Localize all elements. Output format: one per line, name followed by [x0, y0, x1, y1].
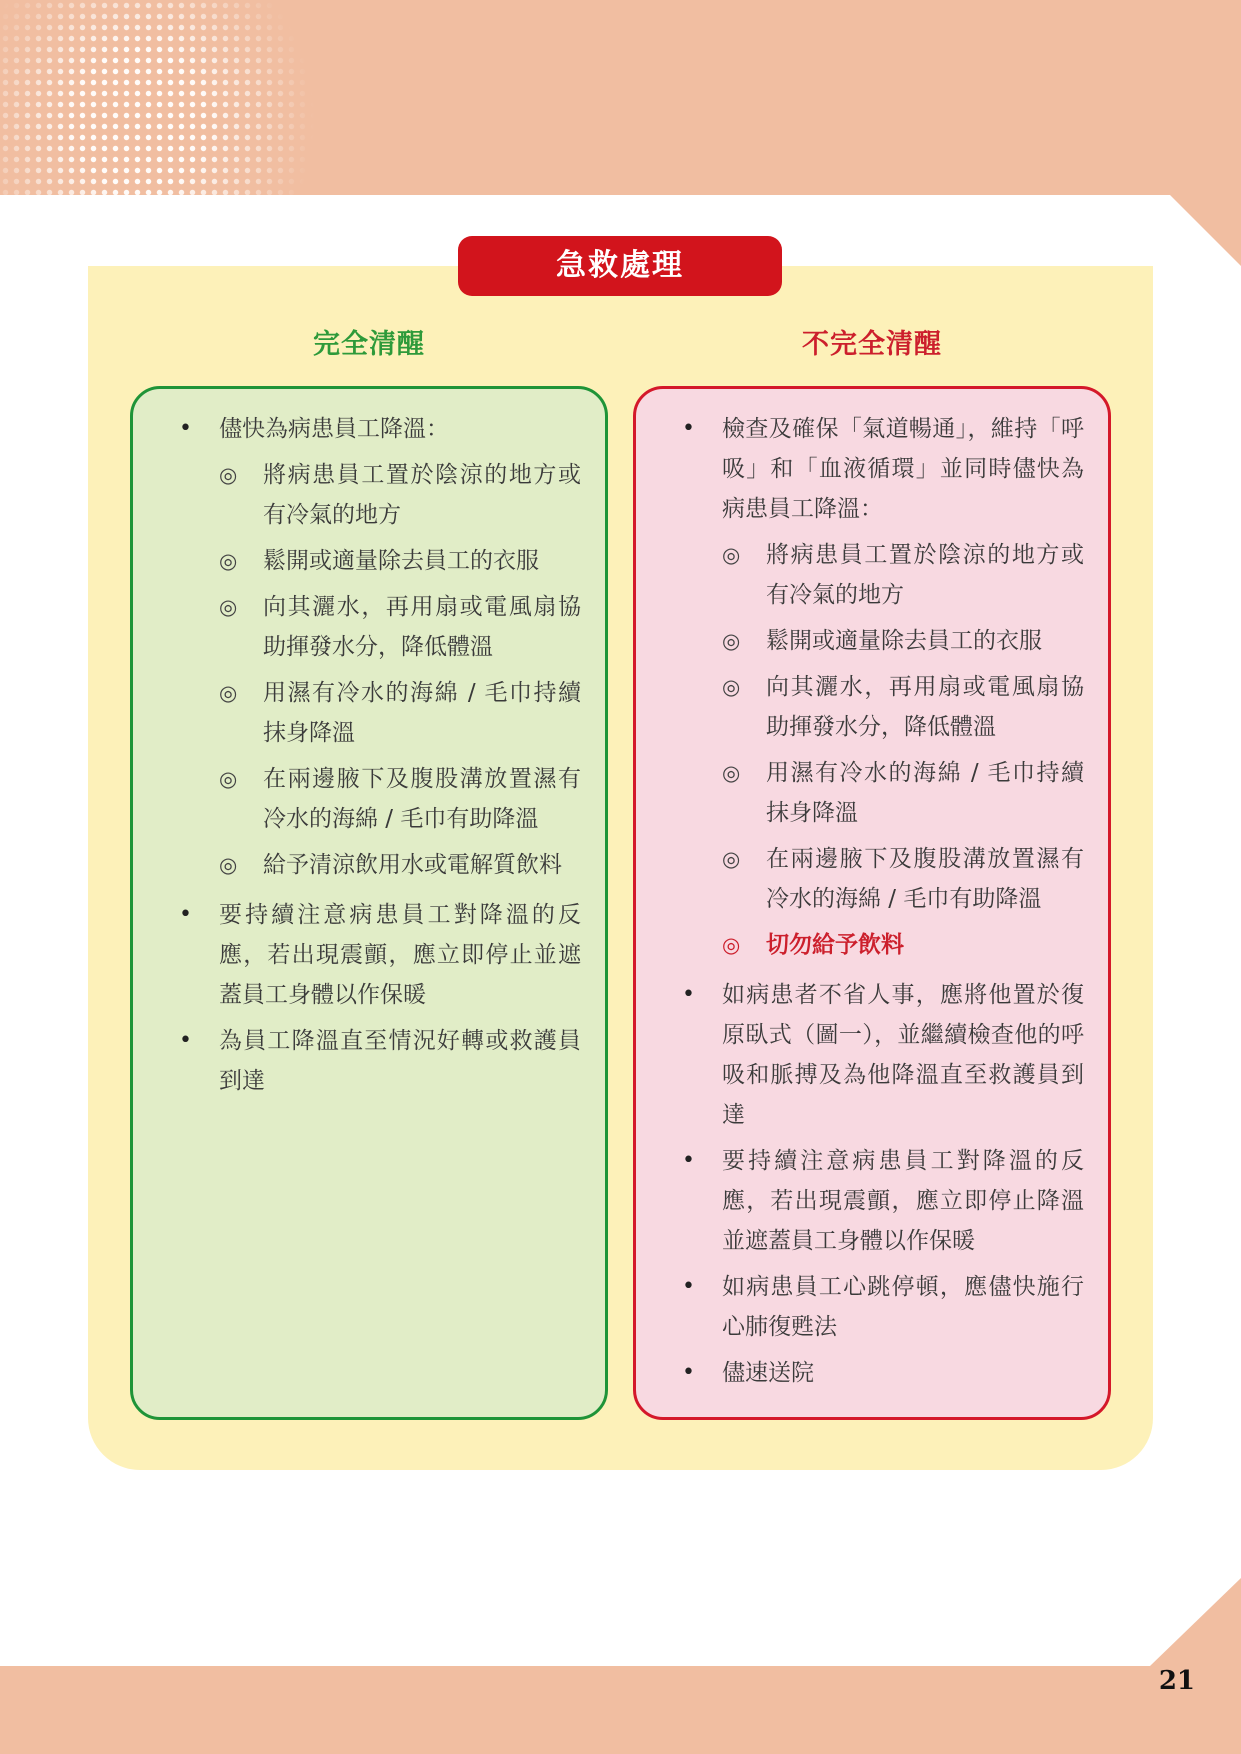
fully-conscious-box	[130, 386, 608, 1420]
double-circle-icon: ◎	[722, 933, 741, 957]
double-circle-icon: ◎	[219, 549, 238, 573]
bullet-icon: •	[179, 416, 192, 441]
not-fully-conscious-heading: 不完全清醒	[802, 329, 942, 360]
sub-list-item: ◎ 將病患員工置於陰涼的地方或有冷氣的地方	[219, 455, 581, 535]
list-item: • 要持續注意病患員工對降溫的反應，若出現震顫，應立即停止並遮蓋員工身體以作保暖	[179, 895, 581, 1015]
double-circle-icon: ◎	[722, 675, 741, 699]
double-circle-icon: ◎	[722, 847, 741, 871]
list-item: • 為員工降溫直至情況好轉或救護員到達	[179, 1021, 581, 1101]
bullet-icon: •	[179, 902, 192, 927]
page-title: 急救處理	[458, 236, 782, 296]
list-item: • 檢查及確保「氣道暢通」，維持「呼吸」和「血液循環」並同時儘快為病患員工降溫： ◎ 將病患員工置於陰涼的地方或有冷氣的地方 ◎ 鬆開或適量除去員工的衣服 ◎ 向其灑水，再用扇或電風扇協助揮發水分，降低體溫 ◎ 用濕有冷水的海綿 / 毛巾持續抹身降溫 ◎ 在兩邊腋下及腹股溝放置濕有冷水的海綿 / 毛巾有助降溫 ◎ 切勿給予飲料	[682, 409, 1084, 965]
list-item: • 儘快為病患員工降溫： ◎ 將病患員工置於陰涼的地方或有冷氣的地方 ◎ 鬆開或適量除去員工的衣服 ◎ 向其灑水，再用扇或電風扇協助揮發水分，降低體溫 ◎ 用濕有冷水的海綿 / 毛巾持續抹身降溫 ◎ 在兩邊腋下及腹股溝放置濕有冷水的海綿 / 毛巾有助降溫 ◎ 給予清涼飲用水或電解質飲料	[179, 409, 581, 885]
fully-conscious-heading: 完全清醒	[313, 329, 425, 360]
double-circle-icon: ◎	[722, 761, 741, 785]
list-item: • 儘速送院	[682, 1353, 1084, 1393]
list-item: • 要持續注意病患員工對降溫的反應，若出現震顫，應立即停止降溫並遮蓋員工身體以作保暖	[682, 1141, 1084, 1261]
double-circle-icon: ◎	[219, 595, 238, 619]
sub-list-item: ◎ 鬆開或適量除去員工的衣服	[722, 621, 1084, 661]
not-fully-conscious-box	[633, 386, 1111, 1420]
list-item: • 如病患員工心跳停頓，應儘快施行心肺復甦法	[682, 1267, 1084, 1347]
sub-list-item: ◎ 向其灑水，再用扇或電風扇協助揮發水分，降低體溫	[219, 587, 581, 667]
warning-sub-item: ◎ 切勿給予飲料	[722, 925, 1084, 965]
bullet-icon: •	[682, 416, 695, 441]
bullet-icon: •	[682, 1360, 695, 1385]
list-item: • 如病患者不省人事，應將他置於復原臥式（圖一），並繼續檢查他的呼吸和脈搏及為他降溫直至救護員到達	[682, 975, 1084, 1135]
bullet-icon: •	[682, 1148, 695, 1173]
bottom-band	[0, 1666, 1241, 1754]
bullet-icon: •	[682, 1274, 695, 1299]
sub-list-item: ◎ 向其灑水，再用扇或電風扇協助揮發水分，降低體溫	[722, 667, 1084, 747]
sub-list-item: ◎ 將病患員工置於陰涼的地方或有冷氣的地方	[722, 535, 1084, 615]
double-circle-icon: ◎	[722, 629, 741, 653]
sub-list-item: ◎ 在兩邊腋下及腹股溝放置濕有冷水的海綿 / 毛巾有助降溫	[219, 759, 581, 839]
sub-list-item: ◎ 用濕有冷水的海綿 / 毛巾持續抹身降溫	[722, 753, 1084, 833]
sub-list-item: ◎ 鬆開或適量除去員工的衣服	[219, 541, 581, 581]
double-circle-icon: ◎	[722, 543, 741, 567]
page-number: 21	[1158, 1666, 1195, 1696]
sub-list-item: ◎ 給予清涼飲用水或電解質飲料	[219, 845, 581, 885]
sub-list-item: ◎ 用濕有冷水的海綿 / 毛巾持續抹身降溫	[219, 673, 581, 753]
double-circle-icon: ◎	[219, 681, 238, 705]
double-circle-icon: ◎	[219, 853, 238, 877]
sub-list-item: ◎ 在兩邊腋下及腹股溝放置濕有冷水的海綿 / 毛巾有助降溫	[722, 839, 1084, 919]
bullet-icon: •	[179, 1028, 192, 1053]
double-circle-icon: ◎	[219, 463, 238, 487]
bullet-icon: •	[682, 982, 695, 1007]
double-circle-icon: ◎	[219, 767, 238, 791]
